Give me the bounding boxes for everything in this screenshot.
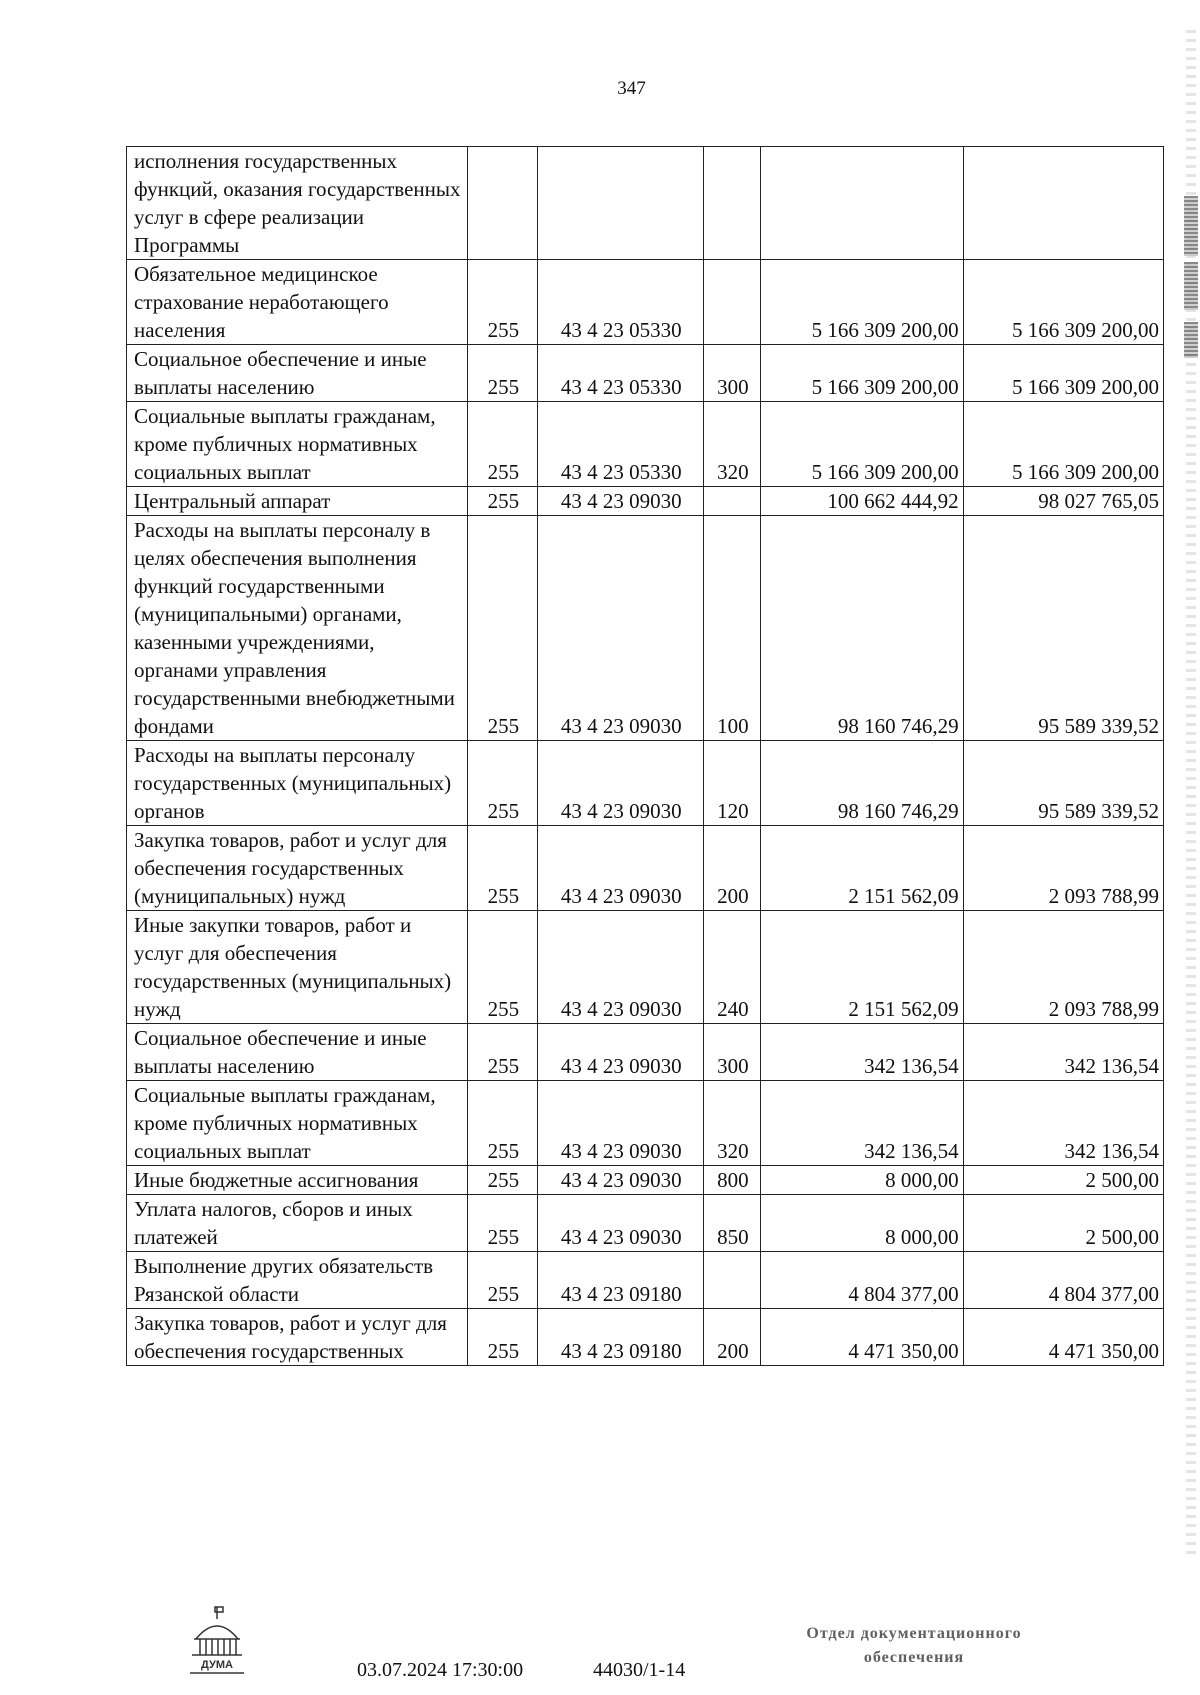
row-name: Социальные выплаты гражданам, кроме публичных нормативных социальных выплат	[127, 402, 468, 487]
table-row	[127, 1309, 1164, 1366]
scan-edge	[1186, 30, 1196, 1560]
row-ministry-code	[468, 147, 537, 260]
row-name: исполнения государственных функций, оказания государственных услуг в сфере реализации Программы	[127, 147, 468, 260]
row-amount-year2	[963, 147, 1163, 260]
row-amount-year1: 5 166 309 200,00	[761, 402, 964, 487]
row-expense-type: 120	[703, 741, 760, 826]
table-row	[127, 1252, 1164, 1309]
footer-datetime: 03.07.2024 17:30:00	[357, 1659, 524, 1681]
row-expense-type: 300	[703, 1024, 760, 1081]
table-row	[127, 1195, 1164, 1252]
row-ministry-code: 255	[468, 345, 537, 402]
table-row	[127, 147, 1164, 260]
row-name: Закупка товаров, работ и услуг для обеспечения государственных	[127, 1309, 468, 1366]
row-amount-year1: 98 160 746,29	[761, 741, 964, 826]
scan-mark	[1184, 196, 1198, 256]
row-amount-year1: 8 000,00	[761, 1195, 964, 1252]
row-expense-type: 800	[703, 1166, 760, 1195]
row-expense-type	[703, 260, 760, 345]
row-amount-year1: 342 136,54	[761, 1081, 964, 1166]
row-expense-type: 320	[703, 402, 760, 487]
row-expense-type	[703, 1252, 760, 1309]
row-amount-year1: 342 136,54	[761, 1024, 964, 1081]
row-amount-year1: 100 662 444,92	[761, 487, 964, 516]
table-row	[127, 516, 1164, 741]
row-ministry-code: 255	[468, 1195, 537, 1252]
table-row	[127, 1024, 1164, 1081]
row-expense-type: 100	[703, 516, 760, 741]
row-amount-year2: 5 166 309 200,00	[963, 345, 1163, 402]
row-ministry-code: 255	[468, 911, 537, 1024]
row-target-article: 43 4 23 09180	[537, 1252, 703, 1309]
row-ministry-code: 255	[468, 402, 537, 487]
table-row	[127, 345, 1164, 402]
row-ministry-code: 255	[468, 741, 537, 826]
row-target-article: 43 4 23 05330	[537, 260, 703, 345]
row-amount-year2: 2 500,00	[963, 1195, 1163, 1252]
row-amount-year2: 2 093 788,99	[963, 911, 1163, 1024]
row-expense-type: 320	[703, 1081, 760, 1166]
row-expense-type	[703, 147, 760, 260]
row-target-article: 43 4 23 09030	[537, 487, 703, 516]
row-amount-year2: 342 136,54	[963, 1024, 1163, 1081]
footer-doc-number: 44030/1-14	[593, 1659, 686, 1681]
row-name: Центральный аппарат	[127, 487, 468, 516]
row-name: Выполнение других обязательств Рязанской области	[127, 1252, 468, 1309]
row-name: Расходы на выплаты персоналу в целях обеспечения выполнения функций государственными (муниципальными) органами, казенными учреждениями, органами управления государственными внебюджетными фондами	[127, 516, 468, 741]
row-expense-type	[703, 487, 760, 516]
row-target-article: 43 4 23 09030	[537, 741, 703, 826]
row-target-article: 43 4 23 09030	[537, 1081, 703, 1166]
row-name: Социальные выплаты гражданам, кроме публичных нормативных социальных выплат	[127, 1081, 468, 1166]
table-row	[127, 826, 1164, 911]
row-amount-year2: 5 166 309 200,00	[963, 260, 1163, 345]
row-name: Социальное обеспечение и иные выплаты населению	[127, 345, 468, 402]
row-amount-year2: 4 804 377,00	[963, 1252, 1163, 1309]
stamp-line-2: обеспечения	[863, 1649, 965, 1666]
row-amount-year1: 4 471 350,00	[761, 1309, 964, 1366]
row-amount-year2: 98 027 765,05	[963, 487, 1163, 516]
row-target-article: 43 4 23 09030	[537, 1195, 703, 1252]
row-ministry-code: 255	[468, 1252, 537, 1309]
row-amount-year2: 95 589 339,52	[963, 516, 1163, 741]
row-amount-year2: 2 093 788,99	[963, 826, 1163, 911]
row-name: Закупка товаров, работ и услуг для обеспечения государственных (муниципальных) нужд	[127, 826, 468, 911]
duma-logo	[186, 1605, 248, 1677]
row-target-article: 43 4 23 09030	[537, 1166, 703, 1195]
table-row	[127, 911, 1164, 1024]
row-ministry-code: 255	[468, 1081, 537, 1166]
scan-mark	[1184, 322, 1198, 358]
row-expense-type: 200	[703, 1309, 760, 1366]
row-target-article: 43 4 23 09030	[537, 516, 703, 741]
row-expense-type: 240	[703, 911, 760, 1024]
row-target-article: 43 4 23 09030	[537, 1024, 703, 1081]
table-row	[127, 260, 1164, 345]
row-amount-year2: 95 589 339,52	[963, 741, 1163, 826]
row-ministry-code: 255	[468, 826, 537, 911]
row-name: Иные закупки товаров, работ и услуг для обеспечения государственных (муниципальных) нужд	[127, 911, 468, 1024]
row-amount-year2: 342 136,54	[963, 1081, 1163, 1166]
row-amount-year1: 5 166 309 200,00	[761, 260, 964, 345]
row-ministry-code: 255	[468, 260, 537, 345]
stamp-line-1: Отдел документационного	[806, 1625, 1022, 1642]
row-amount-year2: 4 471 350,00	[963, 1309, 1163, 1366]
row-target-article: 43 4 23 09030	[537, 826, 703, 911]
budget-table	[126, 146, 1164, 1366]
row-ministry-code: 255	[468, 1309, 537, 1366]
row-target-article: 43 4 23 09180	[537, 1309, 703, 1366]
svg-text:ДУМА: ДУМА	[201, 1659, 233, 1671]
department-stamp	[764, 1622, 1064, 1670]
row-amount-year2: 2 500,00	[963, 1166, 1163, 1195]
row-ministry-code: 255	[468, 1166, 537, 1195]
row-amount-year1: 5 166 309 200,00	[761, 345, 964, 402]
table-row	[127, 1081, 1164, 1166]
scan-mark	[1184, 262, 1198, 310]
row-amount-year1: 8 000,00	[761, 1166, 964, 1195]
row-amount-year1: 2 151 562,09	[761, 911, 964, 1024]
table-row	[127, 487, 1164, 516]
row-ministry-code: 255	[468, 516, 537, 741]
table-row	[127, 741, 1164, 826]
row-amount-year2: 5 166 309 200,00	[963, 402, 1163, 487]
row-amount-year1: 98 160 746,29	[761, 516, 964, 741]
table-row	[127, 402, 1164, 487]
row-expense-type: 300	[703, 345, 760, 402]
row-ministry-code: 255	[468, 1024, 537, 1081]
page-number: 347	[617, 78, 646, 99]
row-target-article	[537, 147, 703, 260]
row-name: Уплата налогов, сборов и иных платежей	[127, 1195, 468, 1252]
row-name: Расходы на выплаты персоналу государственных (муниципальных) органов	[127, 741, 468, 826]
row-name: Обязательное медицинское страхование неработающего населения	[127, 260, 468, 345]
row-amount-year1	[761, 147, 964, 260]
row-target-article: 43 4 23 09030	[537, 911, 703, 1024]
row-name: Социальное обеспечение и иные выплаты населению	[127, 1024, 468, 1081]
row-expense-type: 850	[703, 1195, 760, 1252]
row-ministry-code: 255	[468, 487, 537, 516]
table-row	[127, 1166, 1164, 1195]
row-name: Иные бюджетные ассигнования	[127, 1166, 468, 1195]
row-target-article: 43 4 23 05330	[537, 402, 703, 487]
row-amount-year1: 4 804 377,00	[761, 1252, 964, 1309]
row-amount-year1: 2 151 562,09	[761, 826, 964, 911]
row-target-article: 43 4 23 05330	[537, 345, 703, 402]
row-expense-type: 200	[703, 826, 760, 911]
